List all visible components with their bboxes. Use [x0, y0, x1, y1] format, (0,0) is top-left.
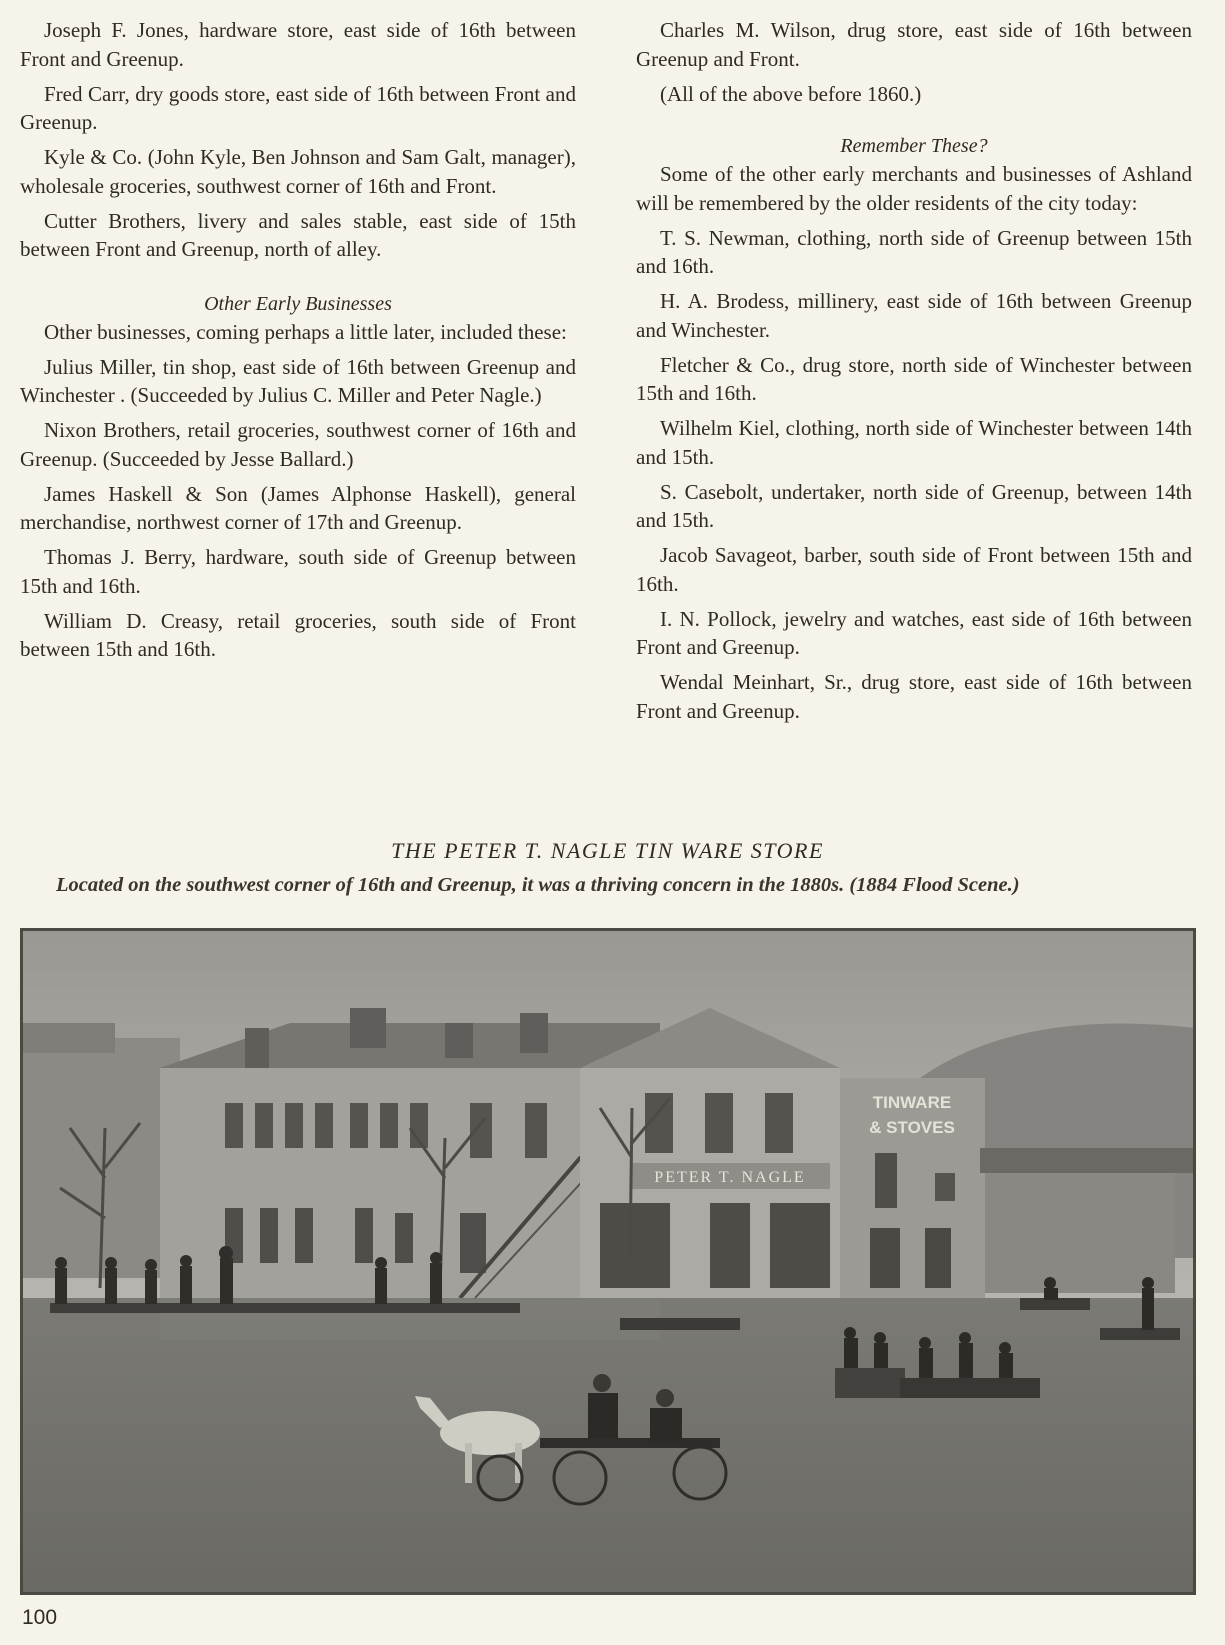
business-entry: Fred Carr, dry goods store, east side of 16th between Front and Greenup.: [20, 81, 576, 134]
business-entry: Jacob Savageot, barber, south side of Front between 15th and 16th.: [636, 543, 1192, 596]
chimney: [445, 1023, 473, 1058]
tinware-sign-bottom: & STOVES: [869, 1118, 955, 1137]
business-entry: William D. Creasy, retail groceries, south side of Front between 15th and 16th.: [20, 608, 576, 661]
business-entry: T. S. Newman, clothing, north side of Greenup between 15th and 16th.: [636, 225, 1192, 278]
before-1860-note: (All of the above before 1860.): [660, 81, 922, 106]
section-heading-remember-these: Remember These?: [840, 135, 988, 157]
business-entry: I. N. Pollock, jewelry and watches, east side of 16th between Front and Greenup.: [636, 606, 1192, 659]
section-intro: Other businesses, coming perhaps a little later, included these:: [44, 319, 567, 344]
photo-caption-title: THE PETER T. NAGLE TIN WARE STORE: [391, 838, 824, 863]
business-entry: Julius Miller, tin shop, east side of 16th between Greenup and Winchester . (Succeeded by Julius C. Miller and Peter Nagle.): [20, 354, 576, 407]
business-entry: Cutter Brothers, livery and sales stable, east side of 15th between Front and Greenup, north of alley.: [20, 208, 576, 261]
chimney: [350, 1008, 386, 1048]
business-entry: Joseph F. Jones, hardware store, east side of 16th between Front and Greenup.: [20, 18, 576, 71]
business-entry: Fletcher & Co., drug store, north side of Winchester between 15th and 16th.: [636, 352, 1192, 405]
business-entry: H. A. Brodess, millinery, east side of 16th between Greenup and Winchester.: [636, 289, 1192, 342]
store-sign-text: PETER T. NAGLE: [654, 1169, 806, 1186]
page-number: 100: [22, 1606, 58, 1629]
business-entry: S. Casebolt, undertaker, north side of Greenup, between 14th and 15th.: [636, 479, 1192, 532]
business-entry: Kyle & Co. (John Kyle, Ben Johnson and Sam Galt, manager), wholesale groceries, southwest corner of 16th and Front.: [20, 145, 576, 198]
shed: [985, 1173, 1175, 1293]
business-entry: Nixon Brothers, retail groceries, southwest corner of 16th and Greenup. (Succeeded by Jesse Ballard.): [20, 418, 576, 471]
section-intro: Some of the other early merchants and businesses of Ashland will be remembered by the older residents of the city today:: [636, 162, 1192, 215]
shed-roof: [980, 1148, 1196, 1173]
business-entry: Wilhelm Kiel, clothing, north side of Winchester between 14th and 15th.: [636, 416, 1192, 469]
business-entry: Wendal Meinhart, Sr., drug store, east side of 16th between Front and Greenup.: [636, 670, 1192, 723]
flood-scene-photo: [20, 928, 1196, 1595]
right-column: [636, 16, 1192, 732]
chimney: [245, 1028, 269, 1068]
business-entry: Charles M. Wilson, drug store, east side of 16th between Greenup and Front.: [636, 18, 1192, 71]
tinware-sign-top: TINWARE: [872, 1093, 952, 1112]
flood-scene-illustration: [20, 928, 1196, 1595]
photo-caption-text: Located on the southwest corner of 16th and Greenup, it was a thriving concern in the 1880s. (1884 Flood Scene.): [56, 874, 1020, 896]
left-column: [20, 16, 576, 670]
chimney: [520, 1013, 548, 1053]
section-heading-other-early-businesses: Other Early Businesses: [204, 292, 392, 315]
boardwalk: [50, 1303, 520, 1313]
business-entry: James Haskell & Son (James Alphonse Haskell), general merchandise, northwest corner of 17th and Greenup.: [20, 481, 576, 534]
business-entry: Thomas J. Berry, hardware, south side of Greenup between 15th and 16th.: [20, 545, 576, 598]
